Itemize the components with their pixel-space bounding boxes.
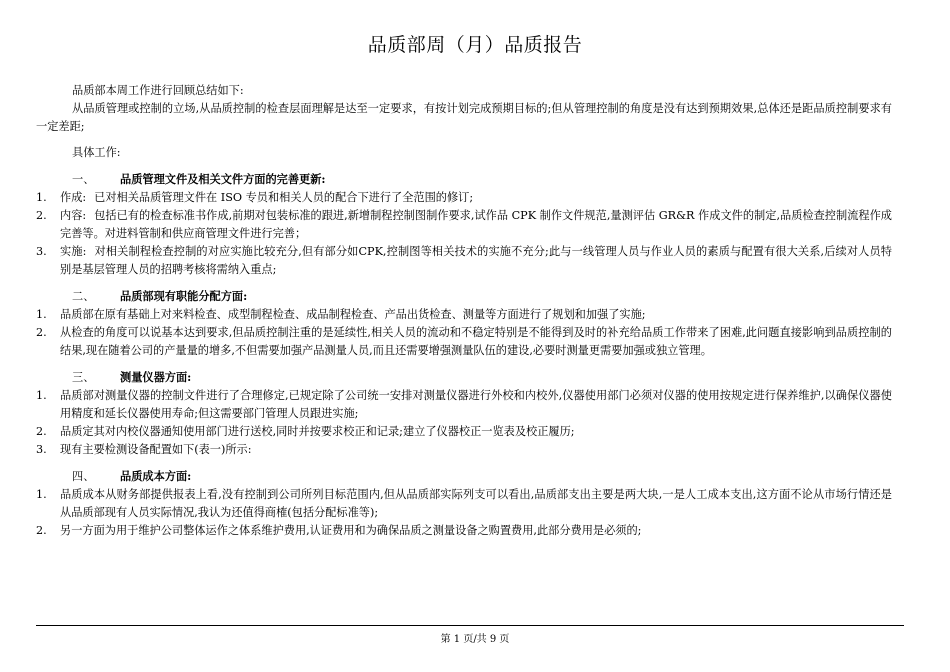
- item-number: 3.: [36, 245, 47, 258]
- item-body: 现有主要检测设备配置如下(表一)所示:: [60, 443, 252, 456]
- section-number: 一、: [72, 173, 95, 186]
- item-number: 2.: [36, 326, 47, 339]
- item-text: [60, 189, 892, 207]
- item-text: [60, 207, 892, 243]
- item-number: 2.: [36, 425, 47, 438]
- list-item: [36, 207, 892, 243]
- list-item: [36, 306, 892, 324]
- item-number: 1.: [36, 488, 47, 501]
- item-body: 品质部在原有基础上对来料检查、成型制程检查、成品制程检查、产品出货检查、测量等方面进行了规划和加强了实施;: [60, 308, 646, 321]
- section-title: 测量仪器方面:: [120, 370, 192, 384]
- list-item: [36, 387, 892, 423]
- item-body: 品质定其对内校仪器通知使用部门进行送校,同时并按要求校正和记录;建立了仪器校正一览表及校正履历;: [60, 425, 575, 438]
- list-item: [36, 486, 892, 522]
- list-item: [36, 522, 892, 540]
- page-title: 品质部周（月）品质报告: [367, 34, 583, 56]
- section-number: 三、: [72, 371, 95, 384]
- footer-divider: [36, 625, 904, 626]
- report-body: [36, 82, 892, 540]
- item-body: 包括已有的检查标准书作成,前期对包装标准的跟进,新增制程控制图制作要求,试作品 CPK 制作文件规范,量测评估 GR&R 作成文件的制定,品质检查控制流程作成完善等。对进料管制和供应商管理文件进行完善；: [60, 209, 892, 240]
- section-title: 品质成本方面:: [120, 469, 192, 483]
- item-keyword: 作成:: [60, 191, 87, 204]
- item-body: 品质成本从财务部提供报表上看,没有控制到公司所列目标范围内,但从品质部实际列支可以看出,品质部支出主要是两大块,一是人工成本支出,这方面不论从市场行情还是从品质部现有人员实际情况,我认为还值得商榷(包括分配标准等);: [60, 488, 892, 519]
- list-item: [36, 324, 892, 360]
- item-keyword: 实施:: [60, 245, 87, 258]
- page-number: 第 1 页/共 9 页: [440, 634, 510, 645]
- item-keyword: 内容:: [60, 209, 87, 222]
- item-number: 1.: [36, 191, 47, 204]
- item-number: 2.: [36, 209, 47, 222]
- item-body: 品质部对测量仪器的控制文件进行了合理修定,已规定除了公司统一安排对测量仪器进行外校和内校外,仪器使用部门必须对仪器的使用按规定进行保养维护,以确保仪器使用精度和延长仪器使用寿命;但这需要部门管理人员跟进实施;: [60, 389, 892, 420]
- item-body: 已对相关品质管理文件在 ISO 专员和相关人员的配合下进行了全范围的修订;: [94, 191, 474, 204]
- section-heading: [36, 368, 892, 387]
- item-body: 从检查的角度可以说基本达到要求,但品质控制注重的是延续性,相关人员的流动和不稳定特别是不能得到及时的补充给品质工作带来了困难,此问题直接影响到品质控制的结果,现在随着公司的产量量的增多,不但需要加强产品测量人员,而且还需要增强测量队伍的建设,必要时测量更需要加强或独立管理。: [60, 326, 892, 357]
- list-item: [36, 441, 892, 459]
- intro-paragraph: 从品质管理或控制的立场,从品质控制的检查层面理解是达至一定要求，有按计划完成预期目标的;但从管理控制的角度是没有达到预期效果,总体还是距品质控制要求有一定差距;: [36, 102, 892, 133]
- item-body: 对相关制程检查控制的对应实施比较充分,但有部分如CPK,控制图等相关技术的实施不充分;此与一线管理人员与作业人员的素质与配置有很大关系,后续对人员特别是基层管理人员的招聘考核将需纳入重点;: [60, 245, 892, 276]
- item-body: 另一方面为用于维护公司整体运作之体系维护费用,认证费用和为确保品质之测量设备之购置费用,此部分费用是必须的;: [60, 524, 642, 537]
- detail-heading: 具体工作:: [72, 146, 121, 159]
- list-item: [36, 243, 892, 279]
- section-heading: [36, 467, 892, 486]
- list-item: [36, 189, 892, 207]
- intro-line: 品质部本周工作进行回顾总结如下:: [72, 84, 244, 97]
- section-heading: [36, 287, 892, 306]
- section-title: 品质部现有职能分配方面:: [120, 289, 248, 303]
- section-number: 四、: [72, 470, 95, 483]
- list-item: [36, 423, 892, 441]
- item-text: [60, 243, 892, 279]
- item-number: 1.: [36, 308, 47, 321]
- section-title: 品质管理文件及相关文件方面的完善更新:: [120, 172, 326, 186]
- item-number: 3.: [36, 443, 47, 456]
- item-number: 1.: [36, 389, 47, 402]
- item-number: 2.: [36, 524, 47, 537]
- section-number: 二、: [72, 290, 95, 303]
- section-heading: [36, 170, 892, 189]
